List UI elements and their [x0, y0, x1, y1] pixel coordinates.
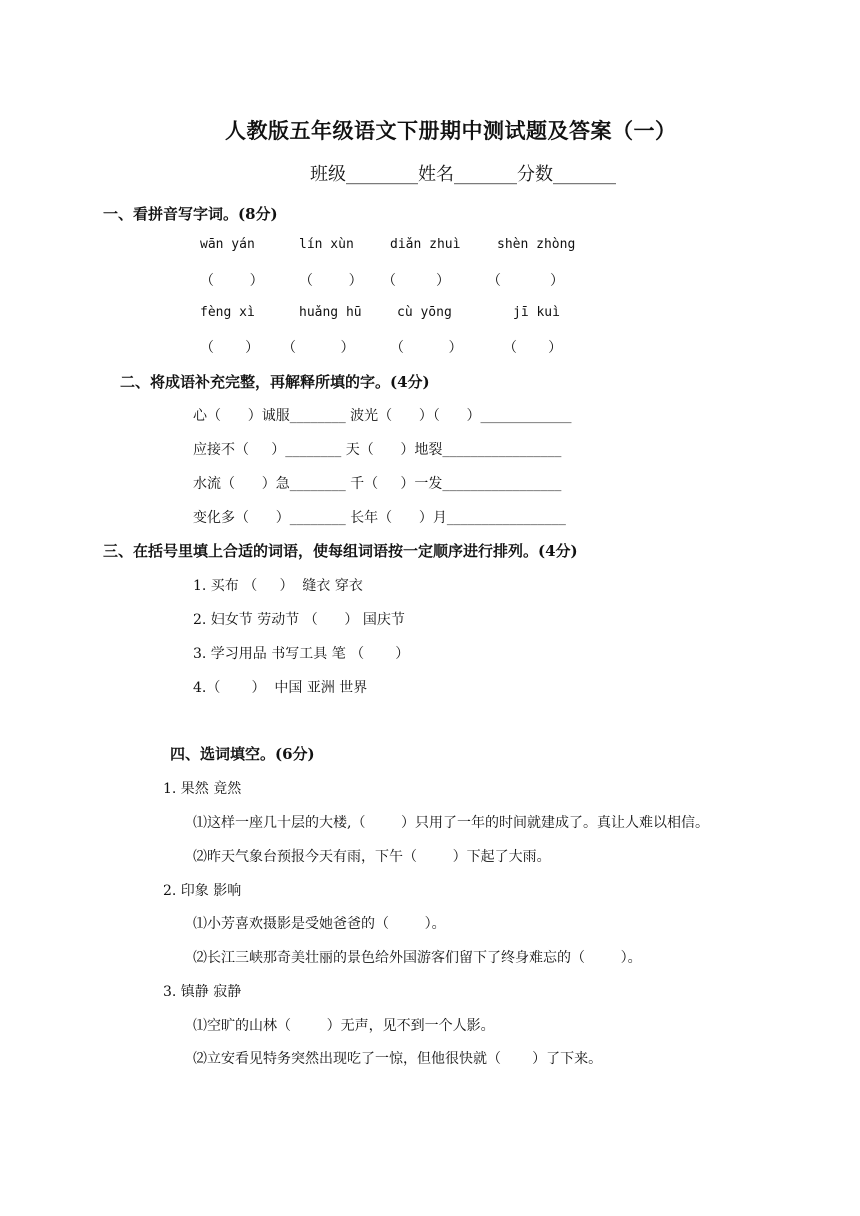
- fill-sentence[interactable]: ⑴这样一座几十层的大楼,（ ）只用了一年的时间就建成了。真让人难以相信。: [193, 815, 710, 831]
- pinyin-item: fèng xì: [200, 305, 255, 320]
- fill-sentence[interactable]: ⑵昨天气象台预报今天有雨，下午（ ）下起了大雨。: [193, 849, 551, 865]
- word-choice-label: 1. 果然 竟然: [163, 781, 242, 797]
- answer-bracket[interactable]: （ ）: [503, 340, 563, 356]
- word-choice-label: 3. 镇静 寂静: [163, 984, 242, 1000]
- page-title: 人教版五年级语文下册期中测试题及答案（一）: [225, 118, 677, 143]
- section-1-heading: 一、看拼音写字词。(8分): [103, 205, 278, 223]
- answer-bracket[interactable]: （ ）: [487, 273, 564, 289]
- pinyin-item: cù yōng: [397, 305, 452, 320]
- section-3-heading: 三、在括号里填上合适的词语，使每组词语按一定顺序进行排列。(4分): [103, 542, 578, 560]
- pinyin-item: wān yán: [200, 237, 255, 252]
- ordering-item[interactable]: 1. 买布 （ ） 缝衣 穿衣: [193, 578, 363, 594]
- pinyin-item: diǎn zhuì: [390, 237, 461, 252]
- answer-bracket[interactable]: （ ）: [200, 273, 264, 289]
- section-2-heading: 二、将成语补充完整，再解释所填的字。(4分): [120, 373, 430, 391]
- fill-sentence[interactable]: ⑴小芳喜欢摄影是受她爸爸的（ ）。: [193, 916, 446, 932]
- idiom-line[interactable]: 水流（ ）急________ 千（ ）一发_________________: [193, 476, 562, 492]
- class-name-score-line: 班级________姓名_______分数_______: [310, 164, 616, 185]
- pinyin-item: jī kuì: [513, 305, 560, 320]
- pinyin-item: shèn zhòng: [497, 237, 576, 252]
- answer-bracket[interactable]: （ ）: [299, 273, 363, 289]
- ordering-item[interactable]: 3. 学习用品 书写工具 笔 （ ）: [193, 646, 410, 662]
- idiom-line[interactable]: 变化多（ ）________ 长年（ ）月_________________: [193, 510, 566, 526]
- idiom-line[interactable]: 应接不（ ）________ 天（ ）地裂_________________: [193, 442, 562, 458]
- answer-bracket[interactable]: （ ）: [282, 340, 355, 356]
- word-choice-label: 2. 印象 影响: [163, 883, 242, 899]
- fill-sentence[interactable]: ⑵长江三峡那奇美壮丽的景色给外国游客们留下了终身难忘的（ ）。: [193, 950, 642, 966]
- section-4-heading: 四、选词填空。(6分): [170, 745, 315, 763]
- answer-bracket[interactable]: （ ）: [390, 340, 463, 356]
- pinyin-item: lín xùn: [299, 237, 354, 252]
- ordering-item[interactable]: 4.（ ） 中国 亚洲 世界: [193, 680, 368, 696]
- fill-sentence[interactable]: ⑴空旷的山林（ ）无声，见不到一个人影。: [193, 1018, 495, 1034]
- answer-bracket[interactable]: （ ）: [200, 340, 260, 356]
- idiom-line[interactable]: 心（ ）诚服________ 波光（ ）（ ）_____________: [193, 408, 572, 424]
- fill-sentence[interactable]: ⑵立安看见特务突然出现吃了一惊，但他很快就（ ）了下来。: [193, 1051, 603, 1067]
- pinyin-item: huǎng hū: [299, 305, 362, 320]
- answer-bracket[interactable]: （ ）: [382, 273, 451, 289]
- ordering-item[interactable]: 2. 妇女节 劳动节 （ ） 国庆节: [193, 612, 405, 628]
